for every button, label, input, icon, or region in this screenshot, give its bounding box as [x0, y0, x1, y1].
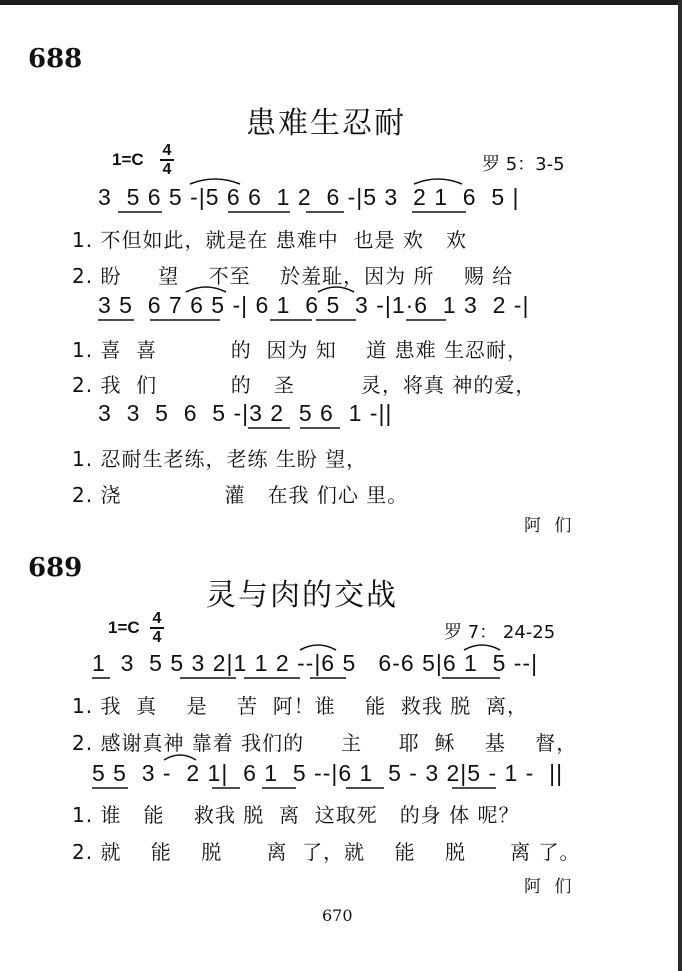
time-bottom: 4	[162, 161, 172, 178]
amen-689: 阿 们	[524, 877, 576, 897]
lyric-line-689-1-v2: 2. 感谢真神 靠着 我们的 主 耶 稣 基 督，	[72, 731, 578, 755]
notation-line-688-1: 3 5 6 5 -|5 6 6 1 2 6 -|5 3 2 1 6 5 |	[98, 184, 520, 210]
time-signature-688	[160, 143, 174, 177]
notation-line-689-1: 1 3 5 5 3 2|1 1 2 --|6 5 6-6 5|6 1 5 --|	[92, 650, 539, 676]
scripture-reference-688: 罗 5：3-5	[482, 154, 565, 175]
key-signature-688: 1=C	[112, 150, 144, 169]
lyric-line-688-2-v2: 2. 我 们 的 圣 灵，将真 神的爱，	[72, 373, 537, 397]
time-signature-689	[150, 611, 164, 645]
notation-line-689-2: 5 5 3 - 2 1| 6 1 5 --|6 1 5 - 3 2|5 - 1 - ||	[92, 760, 564, 786]
time-top: 4	[162, 142, 172, 159]
notation-line-688-2: 3 5 6 7 6 5 -| 6 1 6 5 3 -|1·6 1 3 2 -|	[98, 292, 530, 318]
hymn-number-689: 689	[28, 553, 83, 583]
scan-border-top	[0, 0, 682, 5]
scan-border-right	[678, 0, 682, 971]
lyric-line-688-1-v1: 1. 不但如此，就是在 患难中 也是 欢 欢	[72, 228, 467, 252]
time-top: 4	[152, 610, 162, 627]
time-bottom: 4	[152, 629, 162, 646]
hymn-number-688: 688	[28, 44, 83, 74]
hymn-title-688: 患难生忍耐	[246, 106, 406, 141]
lyric-line-688-1-v2: 2. 盼 望 不至 於羞耻，因为 所 赐 给	[72, 264, 514, 288]
lyric-line-689-1-v1: 1. 我 真 是 苦 阿！谁 能 救我 脱 离，	[72, 694, 528, 718]
amen-688: 阿 们	[524, 516, 576, 536]
key-signature-689: 1=C	[108, 618, 140, 637]
lyric-line-688-3-v2: 2. 浇 灌 在我 们心 里。	[72, 483, 409, 507]
scripture-reference-689: 罗 7： 24-25	[444, 622, 556, 643]
lyric-line-688-3-v1: 1. 忍耐生老练，老练 生盼 望，	[72, 447, 368, 471]
page-number: 670	[322, 906, 353, 925]
lyric-line-689-2-v2: 2. 就 能 脱 离 了，就 能 脱 离 了。	[72, 840, 581, 864]
lyric-line-688-2-v1: 1. 喜 喜 的 因为 知 道 患难 生忍耐，	[72, 338, 528, 362]
hymn-title-689: 灵与肉的交战	[206, 578, 398, 613]
lyric-line-689-2-v1: 1. 谁 能 救我 脱 离 这取死 的身 体 呢？	[72, 803, 520, 827]
notation-line-688-3: 3 3 5 6 5 -|3 2 5 6 1 -||	[98, 400, 393, 426]
